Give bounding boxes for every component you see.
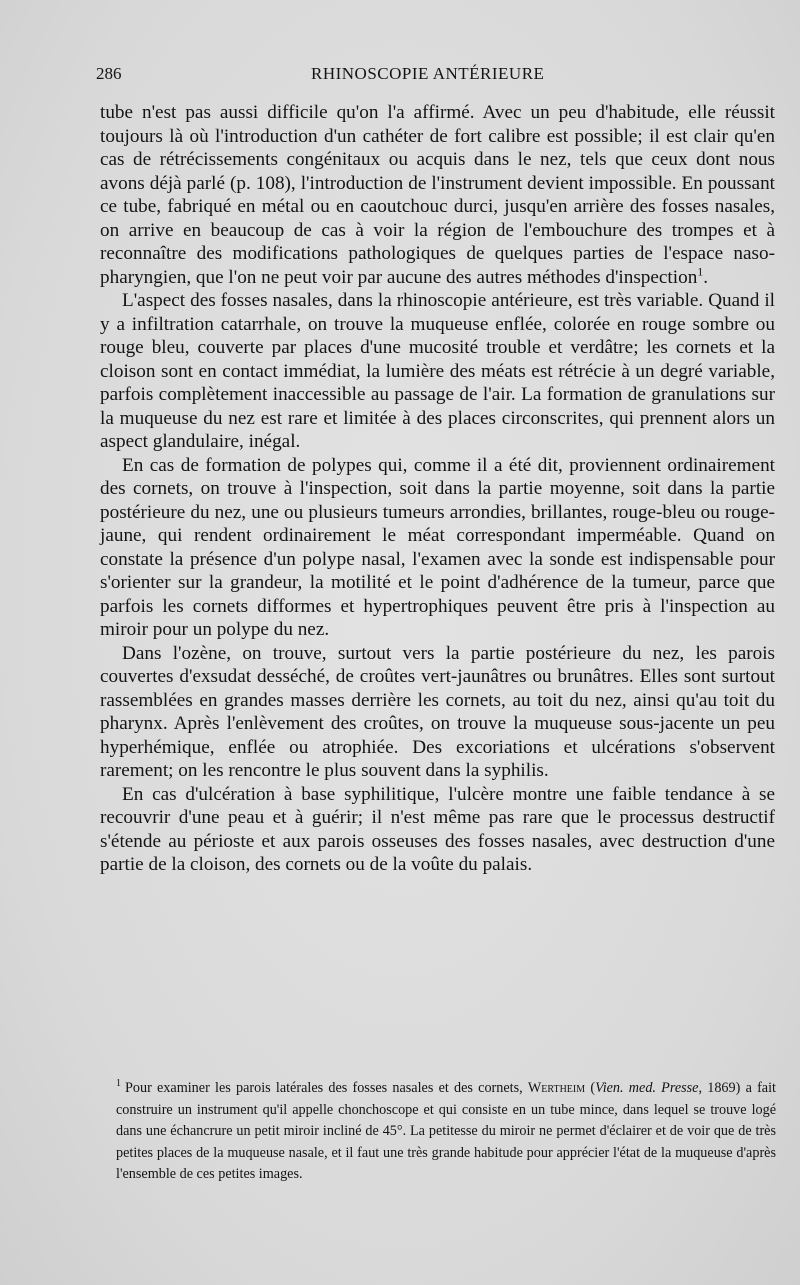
running-head: [96, 64, 776, 88]
paragraph-1-trailing: .: [703, 266, 709, 288]
footnote-journal: Vien. med. Presse: [595, 1080, 699, 1096]
body-text: [100, 101, 775, 877]
page-number: 286: [96, 64, 122, 83]
footnote-author: Wertheim: [527, 1080, 586, 1096]
paragraph-3: En cas de formation de polypes qui, comme il a été dit, proviennent ordinairement des cornets, on trouve à l'inspection, soit dans la partie moyenne, soit dans la partie postérieure du nez, une ou plusieurs tumeurs arrondies, brillantes, rouge-bleu ou rouge-jaune, qui rendent ordinairement le méat correspondant imperméable. Quand on constate la présence d'un polype nasal, l'examen avec la sonde est indispensable pour s'orienter sur la grandeur, la motilité et le point d'adhérence de la tumeur, parce que parfois les cornets difformes et hypertrophiques peuvent être pris à l'inspection au miroir pour un polype du nez.: [100, 454, 775, 640]
running-title: RHINOSCOPIE ANTÉRIEURE: [311, 64, 545, 83]
footnote-text-start: Pour examiner les parois latérales des fosses nasales et des cornets,: [125, 1080, 523, 1096]
footnote-text-rest: , 1869) a fait construire un instrument qu'il appelle chonchoscope et qui consiste en un tube mince, dans lequel se trouve logé dans une échancrure un petit miroir incliné de 45°. La petitesse du miroir ne permet d'éclairer et de voir que de très petites places de la muqueuse nasale, et il faut une très grande habitude pour apprécier l'état de la muqueuse d'après l'ensemble de ces petites images.: [116, 1080, 776, 1183]
footnote: $^1$ Pour examiner les parois latérales des fosses nasales et des cornets, Wertheim (Vien. med. Presse, 1869) a fait construire un instrument qu'il appelle chonchoscope et qui consiste en un tube mince, dans lequel se trouve logé dans une échancrure un petit miroir incliné de 45°. La petitesse du miroir ne permet d'éclairer et de voir que de très petites places de la muqueuse nasale, et il faut une très grande habitude pour apprécier l'état de la muqueuse d'après l'ensemble de ces petites images.: [116, 1078, 776, 1183]
footnote-reference-mark: 1: [697, 264, 704, 279]
paragraph-4: Dans l'ozène, on trouve, surtout vers la partie postérieure du nez, les parois couvertes d'exsudat desséché, de croûtes vert-jaunâtres ou brunâtres. Elles sont surtout rassemblées en grandes masses derrière les cornets, au toit du nez, ainsi qu'au toit du pharynx. Après l'enlèvement des croûtes, on trouve la muqueuse sous-jacente un peu hyperhémique, enflée ou atrophiée. Des excoriations et ulcérations s'observent rarement; on les rencontre le plus souvent dans la syphilis.: [100, 642, 775, 781]
paragraph-5: En cas d'ulcération à base syphilitique, l'ulcère montre une faible tendance à se recouvrir d'une peau et à guérir; il n'est même pas rare que le processus destructif s'étende au périoste et aux parois osseuses des fosses nasales, avec destruction d'une partie de la cloison, des cornets ou de la voûte du palais.: [100, 783, 775, 875]
paragraph-1: [100, 101, 775, 289]
footnote-number: 1: [116, 1078, 121, 1090]
paragraph-1-text: tube n'est pas aussi difficile qu'on l'a affirmé. Avec un peu d'habitude, elle réussit toujours là où l'introduction d'un cathéter de fort calibre est possible; il est clair qu'en cas de rétrécissements congénitaux ou acquis dans le nez, tels que ceux dont nous avons déjà parlé (p. 108), l'introduction de l'instrument devient impossible. En poussant ce tube, fabriqué en métal ou en caoutchouc durci, jusqu'en arrière des fosses nasales, on arrive en beaucoup de cas à voir la région de l'embouchure des trompes et à reconnaître des modifications pathologiques de quelques parties de l'espace naso-pharyngien, que l'on ne peut voir par aucune des autres méthodes d'inspection: [100, 102, 775, 288]
paragraph-2: L'aspect des fosses nasales, dans la rhinoscopie antérieure, est très variable. Quand il y a infiltration catarrhale, on trouve la muqueuse enflée, colorée en rouge sombre ou rouge bleu, couverte par places d'une mucosité trouble et verdâtre; les cornets et la cloison sont en contact immédiat, la lumière des méats est rétrécie à un degré variable, parfois complètement inaccessible au passage de l'air. La formation de granulations sur la muqueuse du nez est rare et limitée à des places circonscrites, qui prennent alors un aspect glandulaire, inégal.: [100, 290, 775, 452]
